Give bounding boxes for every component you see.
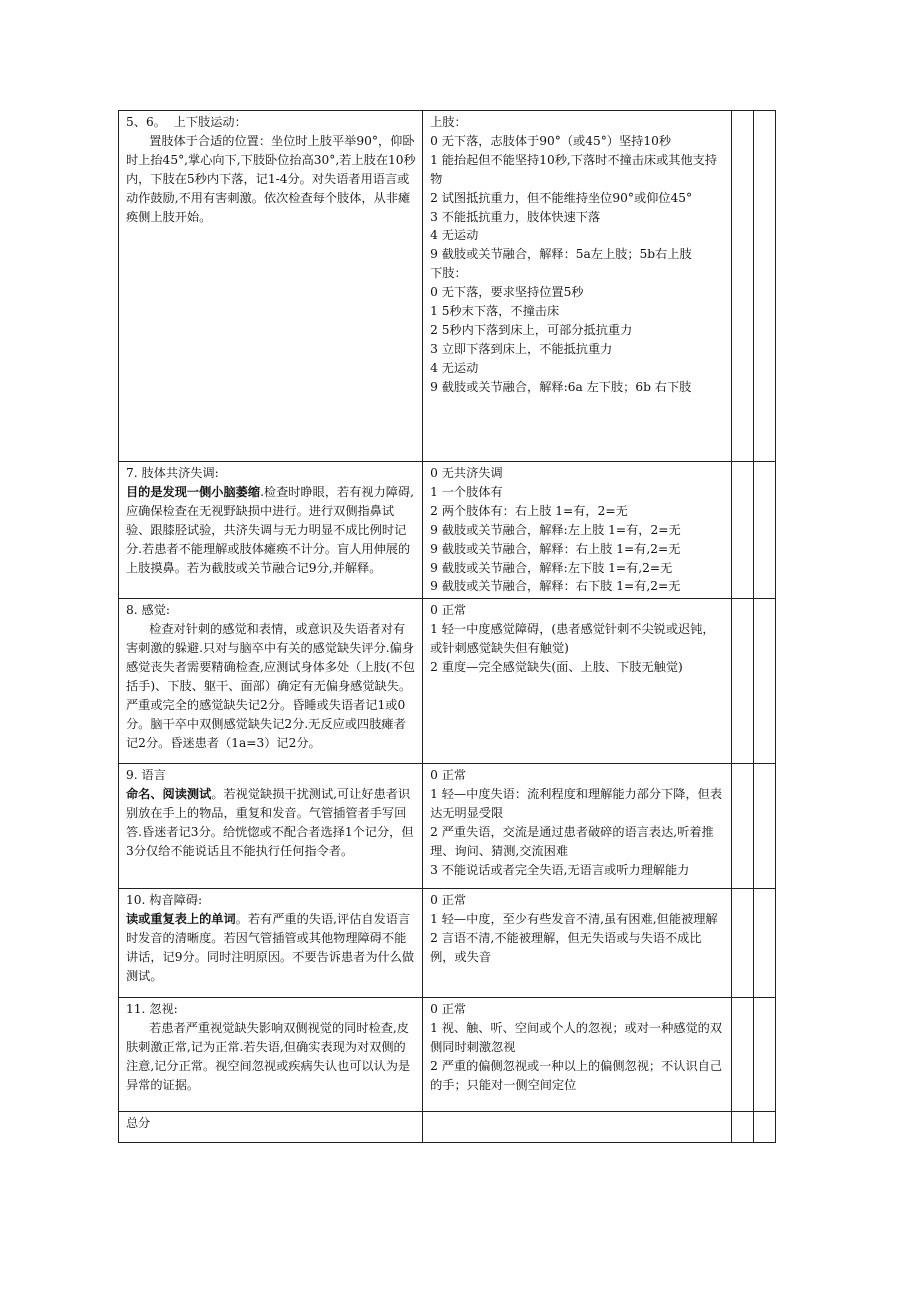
criteria-line: 0 正常 — [430, 768, 467, 783]
criteria-line: 0 无下落，要求坚持位置5秒 — [430, 285, 584, 300]
item-body: .检查时睁眼，若有视力障碍,应确保检查在无视野缺损中进行。进行双侧指鼻试验、跟膝胫试验，共济失调与无力明显不成比例时记分.若患者不能理解或肢体瘫痪不计分。盲人用伸展的上肢摸鼻。若为截肢或关节融合记9分,并解释。 — [126, 484, 415, 575]
criteria-line: 2 5秒内下落到床上，可部分抵抗重力 — [430, 322, 633, 337]
item-bold-lead: 目的是发现一侧小脑萎缩 — [126, 484, 261, 499]
item-title: 5、6。 上下肢运动： — [126, 115, 247, 129]
criteria-line: 2 严重的偏侧忽视或一种以上的偏侧忽视；不认识自己的手；只能对一侧空间定位 — [430, 1059, 723, 1092]
criteria-line: 2 两个肢体有：右上肢 1=有，2=无 — [430, 503, 628, 518]
criteria-line: 3 立即下落到床上，不能抵抗重力 — [430, 341, 613, 356]
item-description — [119, 462, 423, 599]
score-cell[interactable] — [732, 1112, 754, 1143]
total-value[interactable] — [423, 1112, 732, 1143]
criteria-line: 1 能抬起但不能坚持10秒,下落时不撞击床或其他支持物 — [430, 152, 718, 186]
criteria-line: 9 截肢或关节融合，解释:左上肢 1=有，2=无 — [430, 522, 681, 537]
scoring-criteria — [423, 599, 732, 764]
table-row-dysarthria — [119, 889, 776, 998]
item-title: 11. 忽视: — [126, 1002, 178, 1017]
table-row-limb-ataxia — [119, 462, 776, 599]
item-title: 7. 肢体共济失调: — [126, 466, 219, 480]
item-description — [119, 111, 423, 462]
item-description — [119, 889, 423, 998]
scoring-criteria — [423, 998, 732, 1112]
criteria-line: 9 截肢或关节融合，解释：右上肢 1=有,2=无 — [430, 541, 681, 556]
nihss-score-table — [118, 110, 776, 1143]
table-row-motor-limbs — [119, 111, 776, 462]
criteria-line: 2 言语不清,不能被理解，但无失语或与失语不成比例，或失音 — [430, 931, 702, 965]
criteria-line: 9 截肢或关节融合，解释：右下肢 1=有,2=无 — [430, 579, 681, 594]
score-cell[interactable] — [754, 764, 776, 889]
table-row-language — [119, 764, 776, 889]
table-row-sensory — [119, 599, 776, 764]
item-body: 若患者严重视觉缺失影响双侧视觉的同时检查,皮肤刺激正常,记为正常.若失语,但确实表现为对双侧的注意,记分正常。视空间忽视或疾病失认也可以认为是异常的证据。 — [126, 1021, 411, 1092]
scoring-criteria — [423, 462, 732, 599]
criteria-line: 0 无下落，志肢体于90°（或45°）坚持10秒 — [430, 133, 672, 148]
criteria-line: 1 轻—中度失语：流利程度和理解能力部分下降，但表达无明显受限 — [430, 787, 723, 821]
item-description — [119, 599, 423, 764]
score-cell[interactable] — [732, 462, 754, 599]
criteria-line: 2 重度—完全感觉缺失(面、上肢、下肢无触觉) — [430, 660, 683, 675]
criteria-line: 1 轻一中度感觉障碍，(患者感觉针刺不尖锐或迟钝，或针刺感觉缺失但有触觉) — [430, 622, 715, 656]
criteria-line: 1 轻—中度，至少有些发音不清,虽有困难,但能被理解 — [430, 912, 718, 927]
criteria-line: 3 不能说话或者完全失语,无语言或听力理解能力 — [430, 862, 690, 877]
table-row-neglect — [119, 998, 776, 1112]
criteria-line: 0 正常 — [430, 1002, 467, 1017]
criteria-line: 9 截肢或关节融合，解释:6a 左下肢；6b 右下肢 — [430, 379, 692, 394]
score-cell[interactable] — [732, 111, 754, 462]
score-cell[interactable] — [754, 599, 776, 764]
table-row-total — [119, 1112, 776, 1143]
score-cell[interactable] — [732, 889, 754, 998]
criteria-line: 3 不能抵抗重力，肢体快速下落 — [430, 209, 601, 224]
score-cell[interactable] — [754, 1112, 776, 1143]
item-body: 。若视觉缺损干扰测试,可让好患者识别放在手上的物品，重复和发音。气管插管者手写回答.昏迷者记3分。给恍惚或不配合者选择1个记分，但3分仅给不能说话且不能执行任何指令者。 — [126, 787, 414, 858]
criteria-line: 2 试图抵抗重力，但不能维持坐位90°或仰位45° — [430, 190, 693, 205]
item-bold-lead: 读或重复表上的单词 — [126, 912, 236, 927]
score-cell[interactable] — [732, 599, 754, 764]
score-cell[interactable] — [754, 889, 776, 998]
score-cell[interactable] — [754, 998, 776, 1112]
criteria-line: 上肢： — [430, 115, 467, 129]
criteria-line: 1 视、触、听、空间或个人的忽视；或对一种感觉的双侧同时刺激忽视 — [430, 1021, 723, 1055]
criteria-line: 0 正常 — [430, 893, 467, 908]
scoring-criteria — [423, 111, 732, 462]
item-title: 10. 构音障碍: — [126, 893, 203, 908]
criteria-line: 9 截肢或关节融合，解释:左下肢 1=有,2=无 — [430, 560, 673, 575]
criteria-line: 0 正常 — [430, 603, 467, 618]
scoring-criteria — [423, 764, 732, 889]
score-cell[interactable] — [732, 764, 754, 889]
item-body: 。若有严重的失语,评估自发语言时发音的清晰度。若因气管插管或其他物理障碍不能讲话，记9分。同时注明原因。不要告诉患者为什么做测试。 — [126, 912, 415, 983]
scoring-criteria — [423, 889, 732, 998]
criteria-line: 1 5秒末下落，不撞击床 — [430, 304, 560, 319]
total-label: 总分 — [119, 1112, 423, 1143]
item-title: 8. 感觉: — [126, 603, 170, 618]
criteria-line: 2 严重失语，交流是通过患者破碎的语言表达,听着推理、询问、猜测,交流困难 — [430, 825, 714, 858]
score-cell[interactable] — [732, 998, 754, 1112]
criteria-line: 下肢： — [430, 266, 467, 281]
score-cell[interactable] — [754, 462, 776, 599]
item-bold-lead: 命名、阅读测试 — [126, 787, 212, 802]
criteria-line: 0 无共济失调 — [430, 466, 503, 480]
item-description — [119, 998, 423, 1112]
criteria-line: 9 截肢或关节融合，解释：5a左上肢；5b右上肢 — [430, 247, 692, 262]
item-body: 置肢体于合适的位置：坐位时上肢平举90°，仰卧时上抬45°,掌心向下,下肢卧位抬高30°,若上肢在10秒内，下肢在5秒内下落，记1-4分。对失语者用语言或动作鼓励,不用有害刺激。依次检查每个肢体，从非瘫痪侧上肢开始。 — [126, 133, 416, 224]
criteria-line: 4 无运动 — [430, 360, 479, 375]
item-description — [119, 764, 423, 889]
criteria-line: 1 一个肢体有 — [430, 484, 503, 499]
item-title: 9. 语言 — [126, 768, 166, 783]
item-body: 检查对针刺的感觉和表情，或意识及失语者对有害刺激的躲避.只对与脑卒中有关的感觉缺失评分.偏身感觉丧失者需要精确检查,应测试身体多处（上肢(不包括手)、下肢、躯干、面部）确定有无偏身感觉缺失。严重或完全的感觉缺失记2分。昏睡或失语者记1或0分。脑干卒中双侧感觉缺失记2分.无反应或四肢瘫者记2分。昏迷患者（1a=3）记2分。 — [126, 622, 415, 750]
score-cell[interactable] — [754, 111, 776, 462]
criteria-line: 4 无运动 — [430, 228, 479, 243]
